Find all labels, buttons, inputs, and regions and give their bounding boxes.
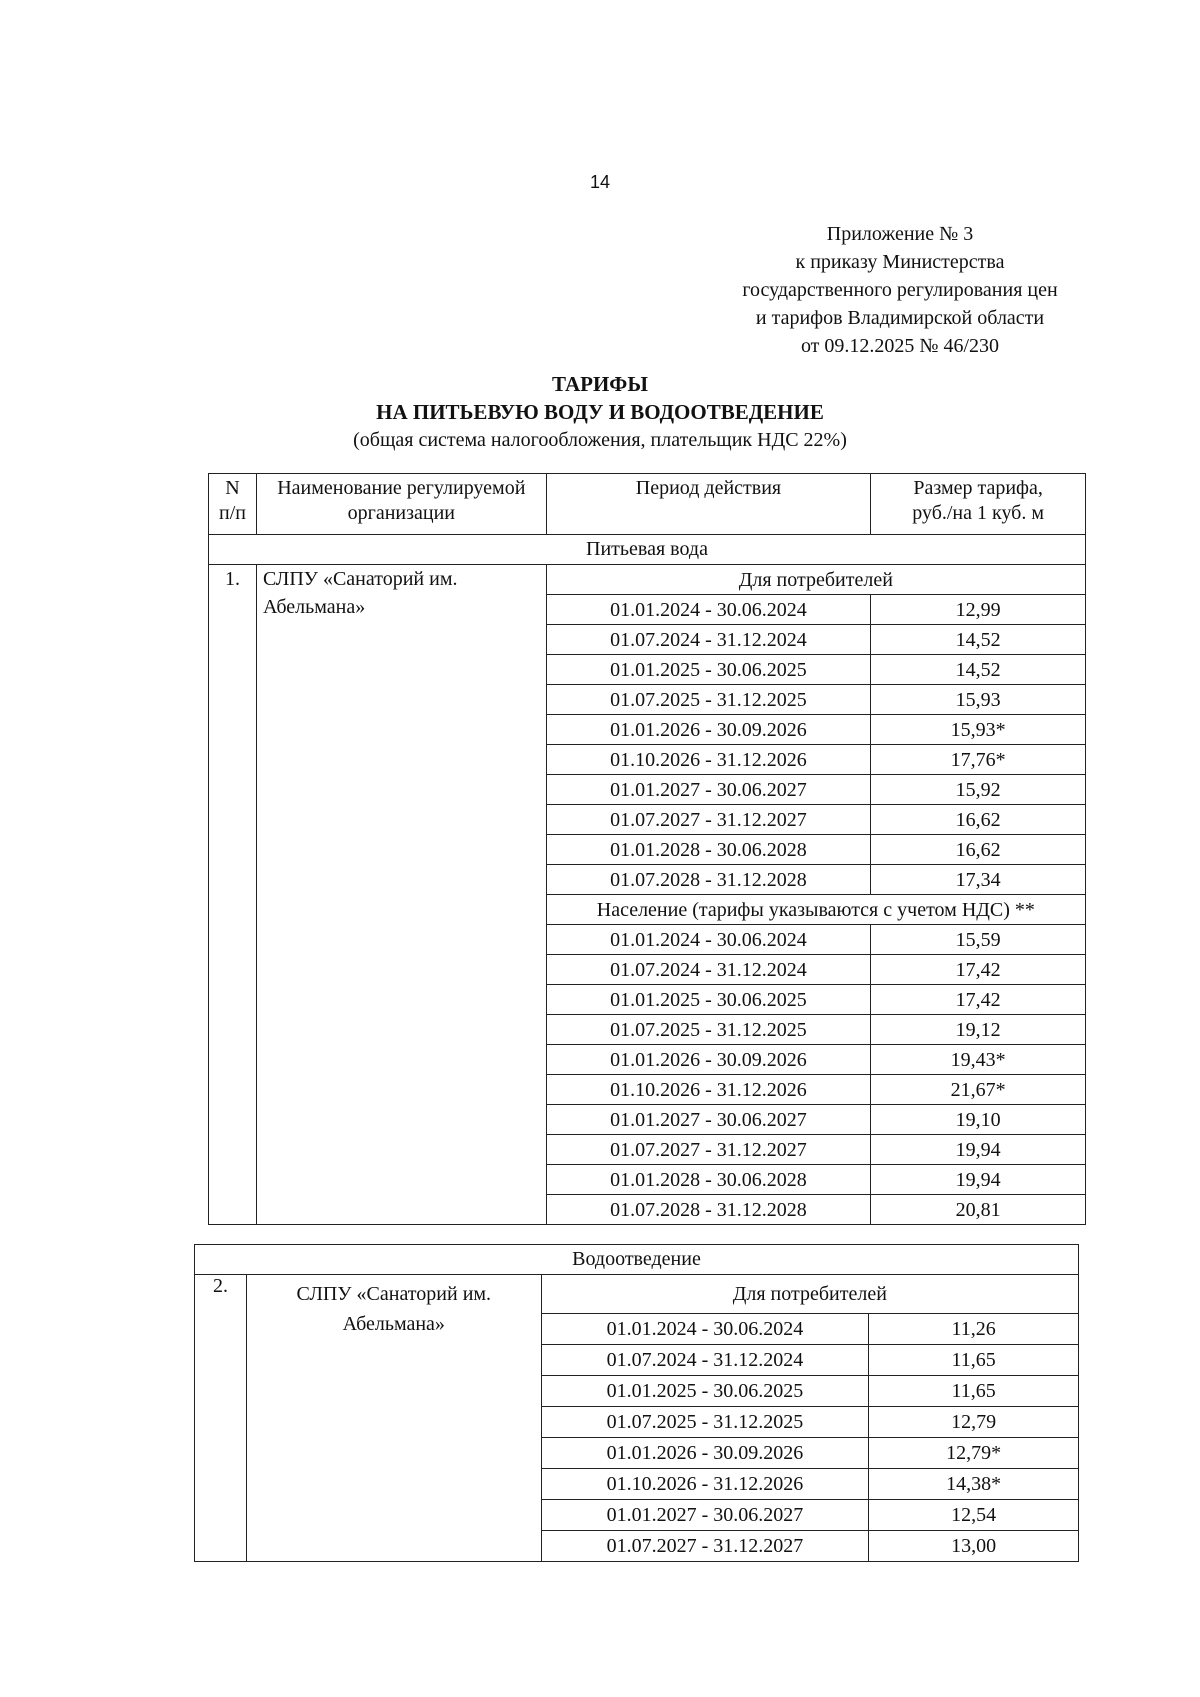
- section-drinking-water: Питьевая вода: [209, 535, 1086, 565]
- tariff-value-cell: 17,42: [871, 985, 1086, 1015]
- tariff-table-water: [208, 473, 1086, 1225]
- period-cell: 01.07.2024 - 31.12.2024: [546, 625, 871, 655]
- period-cell: 01.01.2025 - 30.06.2025: [541, 1376, 869, 1407]
- header-org-line: организации: [347, 502, 455, 524]
- tariff-table-sewerage: [194, 1244, 1079, 1562]
- appendix-line: и тарифов Владимирской области: [755, 307, 1045, 329]
- appendix-line: к приказу Министерства: [795, 251, 1005, 273]
- period-cell: 01.10.2026 - 31.12.2026: [546, 745, 871, 775]
- appendix-line: государственного регулирования цен: [742, 279, 1058, 301]
- tariff-value-cell: 15,59: [871, 925, 1086, 955]
- header-period: Период действия: [546, 474, 871, 535]
- period-cell: 01.07.2027 - 31.12.2027: [541, 1531, 869, 1562]
- tariff-value-cell: 11,65: [869, 1345, 1079, 1376]
- period-cell: 01.01.2024 - 30.06.2024: [541, 1314, 869, 1345]
- section-row: [195, 1245, 1079, 1275]
- org-line: СЛПУ «Санаторий им.: [262, 568, 458, 590]
- period-cell: 01.07.2024 - 31.12.2024: [546, 955, 871, 985]
- tariff-value-cell: 12,54: [869, 1500, 1079, 1531]
- tariff-value-cell: 19,94: [871, 1165, 1086, 1195]
- period-cell: 01.01.2026 - 30.09.2026: [546, 715, 871, 745]
- period-cell: 01.01.2025 - 30.06.2025: [546, 985, 871, 1015]
- tariff-value-cell: 12,99: [871, 595, 1086, 625]
- org-line: Абельмана»: [262, 596, 366, 618]
- period-cell: 01.01.2027 - 30.06.2027: [541, 1500, 869, 1531]
- tariff-value-cell: 14,38*: [869, 1469, 1079, 1500]
- tariff-value-cell: 15,92: [871, 775, 1086, 805]
- org-line: Абельмана»: [342, 1313, 445, 1335]
- tariff-value-cell: 19,94: [871, 1135, 1086, 1165]
- tariff-value-cell: 11,26: [869, 1314, 1079, 1345]
- header-tariff: [871, 474, 1086, 535]
- period-cell: 01.07.2028 - 31.12.2028: [546, 865, 871, 895]
- period-cell: 01.07.2027 - 31.12.2027: [546, 1135, 871, 1165]
- appendix-block: [680, 220, 1120, 360]
- population-label: Население (тарифы указываются с учетом НДС) **: [546, 895, 1085, 925]
- header-num-line: N: [225, 477, 240, 499]
- period-cell: 01.01.2026 - 30.09.2026: [546, 1045, 871, 1075]
- period-cell: 01.07.2025 - 31.12.2025: [541, 1407, 869, 1438]
- tariff-value-cell: 15,93*: [871, 715, 1086, 745]
- period-cell: 01.01.2028 - 30.06.2028: [546, 835, 871, 865]
- organization-name: [256, 565, 546, 1225]
- section-sewerage: Водоотведение: [195, 1245, 1079, 1275]
- group-row: [209, 565, 1086, 595]
- period-cell: 01.07.2025 - 31.12.2025: [546, 685, 871, 715]
- period-cell: 01.07.2027 - 31.12.2027: [546, 805, 871, 835]
- table-header-row: [209, 474, 1086, 535]
- consumers-label: Для потребителей: [546, 565, 1085, 595]
- period-cell: 01.07.2028 - 31.12.2028: [546, 1195, 871, 1225]
- header-num: [209, 474, 257, 535]
- group-row: [195, 1275, 1079, 1314]
- header-org: [256, 474, 546, 535]
- title-line-2: НА ПИТЬЕВУЮ ВОДУ И ВОДООТВЕДЕНИЕ: [376, 400, 824, 424]
- organization-name: [246, 1275, 541, 1562]
- tariff-value-cell: 15,93: [871, 685, 1086, 715]
- appendix-line: Приложение № 3: [826, 223, 974, 245]
- header-tariff-line: Размер тарифа,: [913, 477, 1043, 499]
- period-cell: 01.07.2024 - 31.12.2024: [541, 1345, 869, 1376]
- tariff-value-cell: 11,65: [869, 1376, 1079, 1407]
- section-row: [209, 535, 1086, 565]
- header-num-line: п/п: [218, 502, 246, 524]
- appendix-line: от 09.12.2025 № 46/230: [800, 335, 1000, 357]
- tariff-value-cell: 19,10: [871, 1105, 1086, 1135]
- org-line: СЛПУ «Санаторий им.: [296, 1283, 492, 1305]
- tariff-value-cell: 14,52: [871, 655, 1086, 685]
- period-cell: 01.10.2026 - 31.12.2026: [541, 1469, 869, 1500]
- header-org-line: Наименование регулируемой: [277, 477, 526, 499]
- tariff-value-cell: 21,67*: [871, 1075, 1086, 1105]
- row-number: 1.: [209, 565, 257, 1225]
- period-cell: 01.10.2026 - 31.12.2026: [546, 1075, 871, 1105]
- tariff-value-cell: 16,62: [871, 835, 1086, 865]
- period-cell: 01.01.2027 - 30.06.2027: [546, 1105, 871, 1135]
- tariff-value-cell: 20,81: [871, 1195, 1086, 1225]
- row-number: 2.: [195, 1275, 247, 1562]
- tariff-value-cell: 14,52: [871, 625, 1086, 655]
- period-cell: 01.01.2024 - 30.06.2024: [546, 925, 871, 955]
- period-cell: 01.01.2025 - 30.06.2025: [546, 655, 871, 685]
- document-title: [0, 370, 1200, 454]
- tariff-value-cell: 12,79*: [869, 1438, 1079, 1469]
- title-line-1: ТАРИФЫ: [552, 372, 648, 396]
- tariff-value-cell: 16,62: [871, 805, 1086, 835]
- period-cell: 01.01.2026 - 30.09.2026: [541, 1438, 869, 1469]
- period-cell: 01.01.2024 - 30.06.2024: [546, 595, 871, 625]
- period-cell: 01.07.2025 - 31.12.2025: [546, 1015, 871, 1045]
- tariff-value-cell: 17,76*: [871, 745, 1086, 775]
- tariff-value-cell: 17,34: [871, 865, 1086, 895]
- page-number: 14: [589, 172, 611, 192]
- tariff-value-cell: 17,42: [871, 955, 1086, 985]
- period-cell: 01.01.2027 - 30.06.2027: [546, 775, 871, 805]
- tariff-value-cell: 12,79: [869, 1407, 1079, 1438]
- tariff-value-cell: 19,12: [871, 1015, 1086, 1045]
- tariff-value-cell: 13,00: [869, 1531, 1079, 1562]
- consumers-label: Для потребителей: [541, 1275, 1078, 1314]
- period-cell: 01.01.2028 - 30.06.2028: [546, 1165, 871, 1195]
- header-tariff-line: руб./на 1 куб. м: [912, 502, 1045, 524]
- title-subtitle: (общая система налогообложения, плательщик НДС 22%): [353, 429, 847, 451]
- tariff-value-cell: 19,43*: [871, 1045, 1086, 1075]
